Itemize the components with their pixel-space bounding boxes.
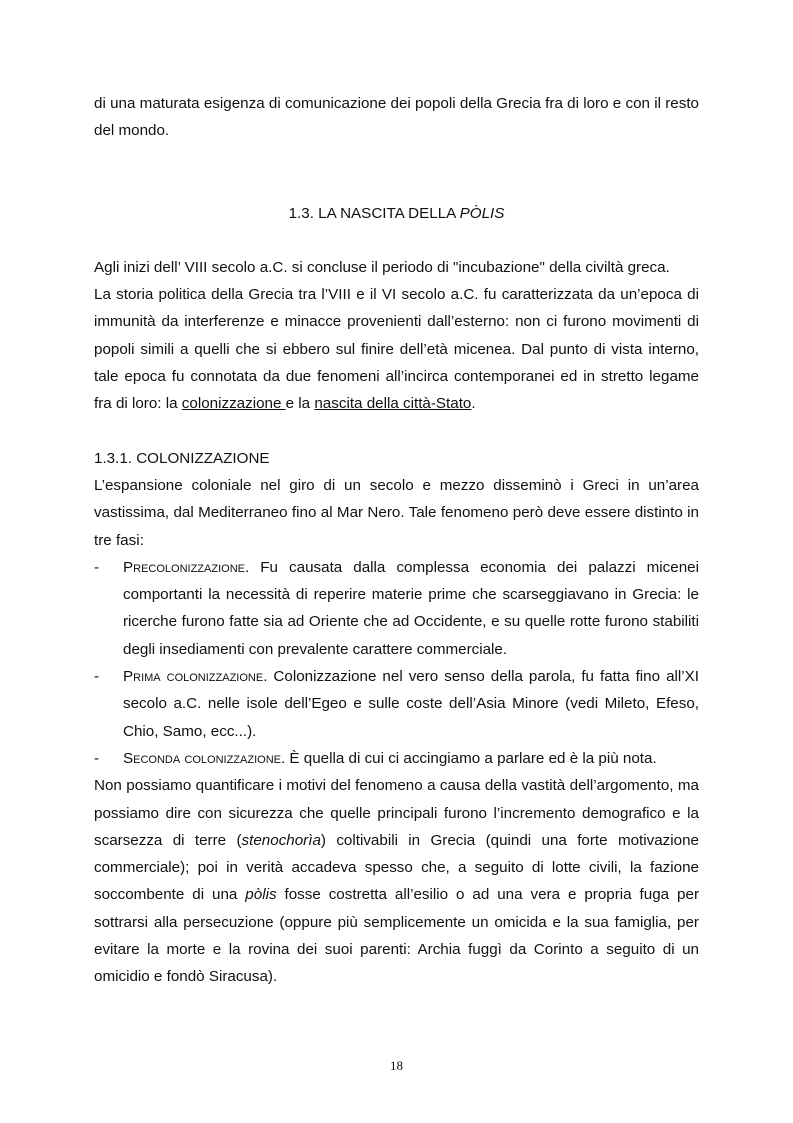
phases-list (94, 554, 699, 772)
list-dash: - (94, 749, 100, 767)
section-title-italic: PÒLIS (459, 204, 505, 222)
list-item (94, 554, 699, 663)
list-term: Precolonizzazione (123, 558, 245, 576)
paragraph-incubazione: Agli inizi dell’ VIII secolo a.C. si concluse il periodo di "incubazione" della civiltà greca. (94, 258, 670, 276)
paragraph-text-c: fosse costretta all’esilio o ad una vera e propria fuga per sottrarsi alla persecuzione (oppure più semplicemente un omicida e la sua famiglia, per evitare la morte e la rovina dei suoi parenti: Archia fuggì da Corinto a seguito di un omicidio e fondò Siracusa). (94, 886, 699, 986)
list-dash: - (94, 668, 100, 686)
polis-italic: pòlis (245, 886, 277, 904)
page-number: 18 (390, 1058, 403, 1073)
list-item (94, 745, 699, 772)
stenochoria-italic: stenochorìa (241, 831, 321, 849)
list-term: Seconda colonizzazione (123, 749, 281, 767)
paragraph-text-a: Non possiamo quantificare i motivi del fenomeno a causa della vastità dell’argomento, ma possiamo dire con sicurezza che quelle principali furono l’incremento demografico e la scarsezza di terre ( (94, 777, 699, 849)
section-title-prefix: 1.3. LA NASCITA DELLA (288, 204, 460, 222)
nascita-citta-stato-underlined: nascita della città-Stato (314, 395, 472, 413)
subsection-title: 1.3.1. COLONIZZAZIONE (94, 449, 270, 467)
paragraph-text-b: ) coltivabili in Grecia (quindi una forte motivazione commerciale); poi in verità accadeva spesso che, a seguito di lotte civili, la fazione soccombente di una (94, 831, 699, 904)
colonizzazione-underlined: colonizzazione (181, 395, 286, 413)
list-text: . Colonizzazione nel vero senso della parola, fu fatta fino all’XI secolo a.C. nelle isole dell’Egeo e sulle coste dell’Asia Minore (vedi Mileto, Efeso, Chio, Samo, ecc...). (123, 668, 699, 740)
list-term: Prima colonizzazione (123, 668, 264, 686)
paragraph-end: . (471, 395, 476, 413)
list-dash: - (94, 558, 100, 576)
paragraph-text-mid: e la (285, 395, 315, 413)
paragraph-storia-politica (94, 281, 699, 417)
intro-paragraph: di una maturata esigenza di comunicazione dei popoli della Grecia fra di loro e con il resto del mondo. (94, 95, 699, 140)
document-page (94, 90, 699, 991)
paragraph-text: La storia politica della Grecia tra l’VIII e il VI secolo a.C. fu caratterizzata da un’epoca di immunità da interferenze e minacce provenienti dall’esterno: non ci furono movimenti di popoli simili a quelli che si ebbero sul finire dell’età micenea. Dal punto di vista interno, tale epoca fu connotata da due fenomeni all’incirca contemporanei ed in stretto legame fra di loro: la (94, 286, 699, 413)
section-title (94, 200, 699, 227)
paragraph-espansione: L’espansione coloniale nel giro di un secolo e mezzo disseminò i Greci in un’area vastissima, dal Mediterraneo fino al Mar Nero. Tale fenomeno però deve essere distinto in tre fasi: (94, 476, 699, 549)
paragraph-motivi (94, 772, 699, 990)
list-text: . È quella di cui ci accingiamo a parlare ed è la più nota. (280, 749, 657, 767)
list-text: . Fu causata dalla complessa economia dei palazzi micenei comportanti la necessità di reperire materie prime che scarseggiavano in Grecia: le ricerche furono fatte sia ad Oriente che ad Occidente, e su quelle rotte furono stabiliti degli insediamenti con prevalente carattere commerciale. (123, 558, 699, 658)
list-item (94, 663, 699, 745)
